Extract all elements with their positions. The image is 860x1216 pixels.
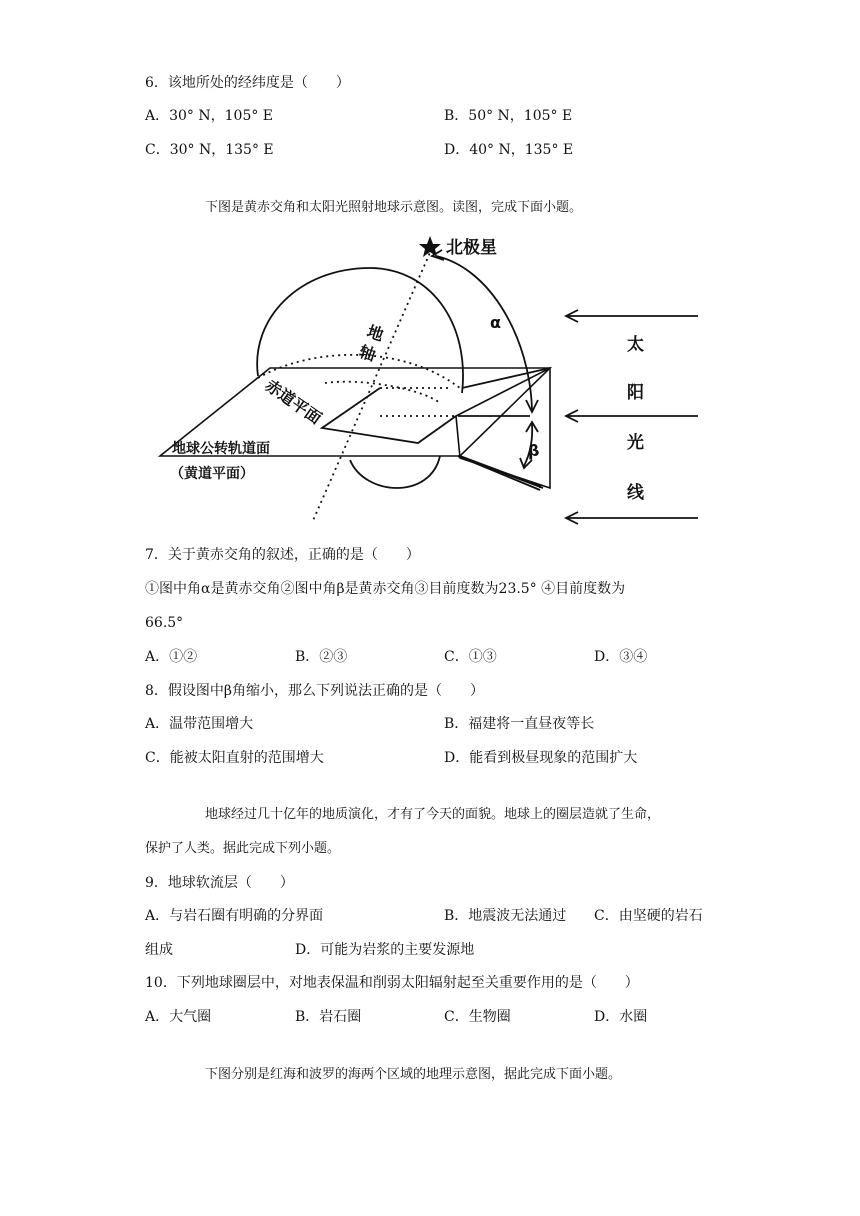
q7-option-c[interactable]: C．①③ bbox=[444, 649, 497, 665]
sun-label-3: 光 bbox=[627, 433, 644, 453]
q6-option-a[interactable]: A．30° N，105° E bbox=[145, 108, 274, 124]
q7-option-a[interactable]: A．①② bbox=[145, 649, 198, 665]
q10-option-b[interactable]: B．岩石圈 bbox=[295, 1009, 362, 1025]
q9-option-a[interactable]: A．与岩石圈有明确的分界面 bbox=[145, 908, 324, 924]
q6-option-b[interactable]: B．50° N，105° E bbox=[444, 108, 573, 124]
q7-statements-line1: ①图中角α是黄赤交角②图中角β是黄赤交角③目前度数为23.5° ④目前度数为 bbox=[145, 581, 626, 597]
q8-option-d[interactable]: D．能看到极昼现象的范围扩大 bbox=[444, 750, 638, 766]
alpha-label: α bbox=[490, 313, 501, 332]
q9-option-d[interactable]: D．可能为岩浆的主要发源地 bbox=[295, 942, 475, 958]
q6-option-d[interactable]: D．40° N，135° E bbox=[444, 142, 574, 158]
orbit-plane-label-2: （黄道平面） bbox=[170, 466, 254, 482]
intro-passage-line1: 地球经过几十亿年的地质演化，才有了今天的面貌。地球上的圈层造就了生命， bbox=[205, 807, 661, 822]
q10-stem: 10．下列地球圈层中，对地表保温和削弱太阳辐射起至关重要作用的是（ ） bbox=[145, 975, 639, 991]
alpha-arc bbox=[436, 256, 532, 410]
earth-axis-label-2: 轴 bbox=[356, 341, 378, 365]
q8-option-c[interactable]: C．能被太阳直射的范围增大 bbox=[145, 750, 324, 766]
q9-option-b[interactable]: B．地震波无法通过 bbox=[444, 908, 567, 924]
q7-option-d[interactable]: D．③④ bbox=[594, 649, 648, 665]
obliquity-diagram bbox=[140, 228, 720, 528]
q6-option-c[interactable]: C．30° N，135° E bbox=[145, 142, 274, 158]
q8-option-b[interactable]: B．福建将一直昼夜等长 bbox=[444, 716, 595, 732]
intro-passage-line2: 保护了人类。据此完成下列小题。 bbox=[145, 841, 341, 856]
q9-stem: 9．地球软流层（ ） bbox=[145, 875, 294, 891]
q7-statements-line2: 66.5° bbox=[145, 615, 184, 631]
q10-option-c[interactable]: C．生物圈 bbox=[444, 1009, 511, 1025]
q7-option-b[interactable]: B．②③ bbox=[295, 649, 348, 665]
q6-stem: 6．该地所处的经纬度是（ ） bbox=[145, 75, 350, 91]
q8-option-a[interactable]: A．温带范围增大 bbox=[145, 716, 254, 732]
earth-axis-label-1: 地 bbox=[364, 321, 386, 345]
q10-option-d[interactable]: D．水圈 bbox=[594, 1009, 648, 1025]
globe-upper-outline bbox=[257, 268, 463, 393]
globe-lower-outline bbox=[350, 456, 440, 488]
north-star-label: 北极星 bbox=[446, 238, 497, 258]
intro-figure-1: 下图是黄赤交角和太阳光照射地球示意图。读图，完成下面小题。 bbox=[205, 200, 583, 215]
equator-plane-label: 赤道平面 bbox=[261, 375, 326, 428]
q9-option-c-cont[interactable]: 组成 bbox=[145, 942, 173, 958]
q8-stem: 8．假设图中β角缩小，那么下列说法正确的是（ ） bbox=[145, 683, 484, 699]
sun-label-1: 太 bbox=[627, 335, 644, 355]
beta-label: β bbox=[528, 441, 540, 460]
q7-stem: 7．关于黄赤交角的叙述，正确的是（ ） bbox=[145, 547, 420, 563]
intro-figure-2: 下图分别是红海和波罗的海两个区域的地理示意图，据此完成下面小题。 bbox=[205, 1067, 622, 1082]
q10-option-a[interactable]: A．大气圈 bbox=[145, 1009, 212, 1025]
q9-option-c[interactable]: C．由坚硬的岩石 bbox=[594, 908, 703, 924]
sun-label-4: 线 bbox=[627, 483, 644, 503]
sun-label-2: 阳 bbox=[627, 383, 644, 403]
orbit-plane-label-1: 地球公转轨道面 bbox=[172, 441, 270, 457]
